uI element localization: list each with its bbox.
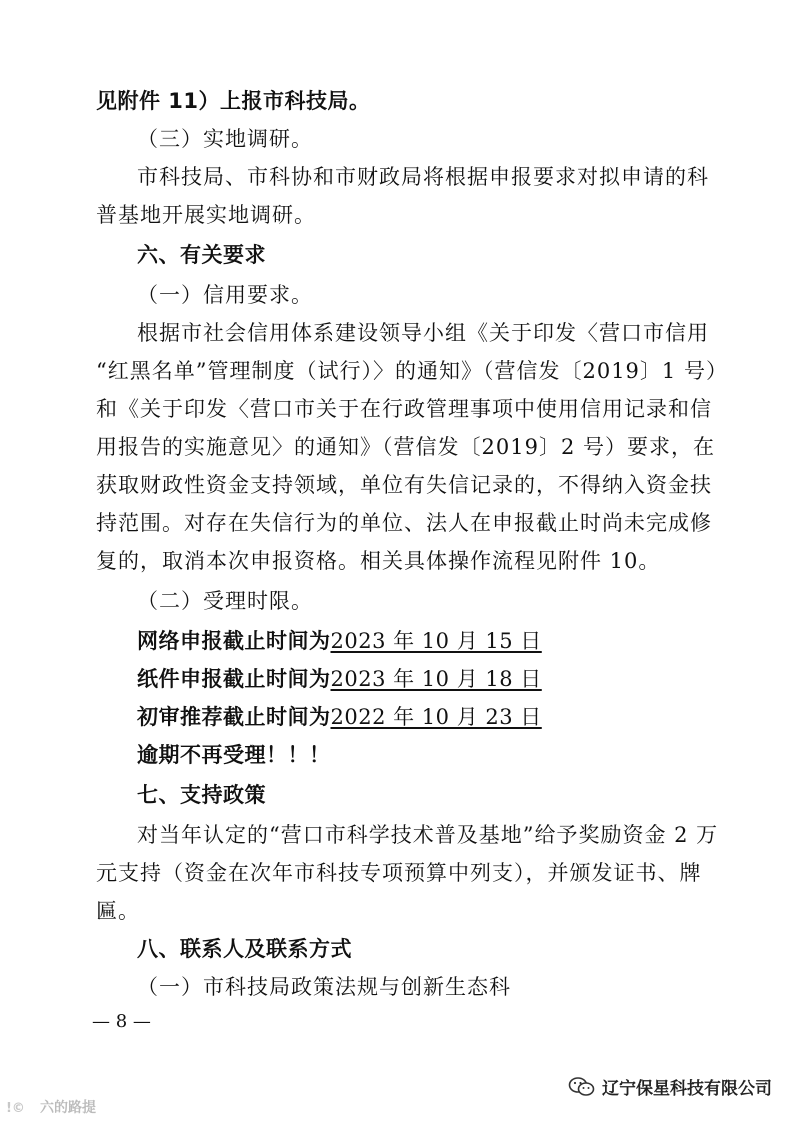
paragraph-line: “红黑名单”管理制度（试行）〉的通知》（营信发〔2019〕1 号） bbox=[96, 359, 728, 383]
paragraph-line: 匾。 bbox=[96, 899, 140, 923]
paragraph-line: 普基地开展实地调研。 bbox=[96, 203, 316, 227]
paragraph-line: 复的，取消本次申报资格。相关具体操作流程见附件 10。 bbox=[96, 549, 661, 573]
watermark-logo-icon bbox=[6, 1098, 36, 1116]
deadline-date: 2023 年 10 月 18 日 bbox=[330, 667, 542, 691]
section-heading: （二）受理时限。 bbox=[137, 589, 313, 613]
paragraph-line: 见附件 11）上报市科技局。 bbox=[96, 89, 371, 113]
paragraph-line: 元支持（资金在次年市科技专项预算中列支），并颁发证书、牌 bbox=[96, 861, 702, 885]
deadline-paper bbox=[137, 664, 747, 694]
svg-text:!©: !© bbox=[6, 1101, 25, 1116]
deadline-label: 纸件申报截止时间为 bbox=[137, 667, 331, 691]
watermark-text: 六的路提 bbox=[40, 1100, 96, 1116]
deadline-label: 初审推荐截止时间为 bbox=[137, 705, 331, 729]
chapter-heading: 六、有关要求 bbox=[137, 243, 266, 267]
paragraph-line: 和《关于印发〈营口市关于在行政管理事项中使用信用记录和信 bbox=[96, 397, 712, 421]
paragraph-line: 用报告的实施意见〉的通知》（营信发〔2019〕2 号）要求，在 bbox=[96, 435, 715, 459]
chapter-heading: 八、联系人及联系方式 bbox=[137, 937, 352, 961]
chapter-heading: 七、支持政策 bbox=[137, 783, 266, 807]
section-heading: （三）实地调研。 bbox=[137, 127, 313, 151]
section-heading: （一）信用要求。 bbox=[137, 283, 313, 307]
overdue-notice: 逾期不再受理！！！ bbox=[137, 743, 331, 767]
paragraph-line: 市科技局、市科协和市财政局将根据申报要求对拟申请的科 bbox=[137, 165, 709, 189]
deadline-date: 2023 年 10 月 15 日 bbox=[330, 629, 542, 653]
wechat-watermark bbox=[568, 1074, 772, 1099]
deadline-review bbox=[137, 702, 747, 732]
wechat-icon bbox=[568, 1076, 596, 1098]
deadline-label: 网络申报截止时间为 bbox=[137, 629, 331, 653]
section-heading: （一）市科技局政策法规与创新生态科 bbox=[137, 975, 511, 999]
page-number: — 8 — bbox=[92, 1011, 151, 1032]
paragraph-line: 获取财政性资金支持领域，单位有失信记录的，不得纳入资金扶 bbox=[96, 473, 712, 497]
paragraph-line: 对当年认定的“营口市科学技术普及基地”给予奖励资金 2 万 bbox=[137, 823, 719, 847]
deadline-date: 2022 年 10 月 23 日 bbox=[330, 705, 542, 729]
paragraph-line: 持范围。对存在失信行为的单位、法人在申报截止时尚未完成修 bbox=[96, 511, 712, 535]
corner-watermark bbox=[6, 1097, 96, 1117]
paragraph-line: 根据市社会信用体系建设领导小组《关于印发〈营口市信用 bbox=[137, 321, 709, 345]
deadline-online bbox=[137, 626, 747, 656]
watermark-company: 辽宁保星科技有限公司 bbox=[602, 1079, 772, 1099]
